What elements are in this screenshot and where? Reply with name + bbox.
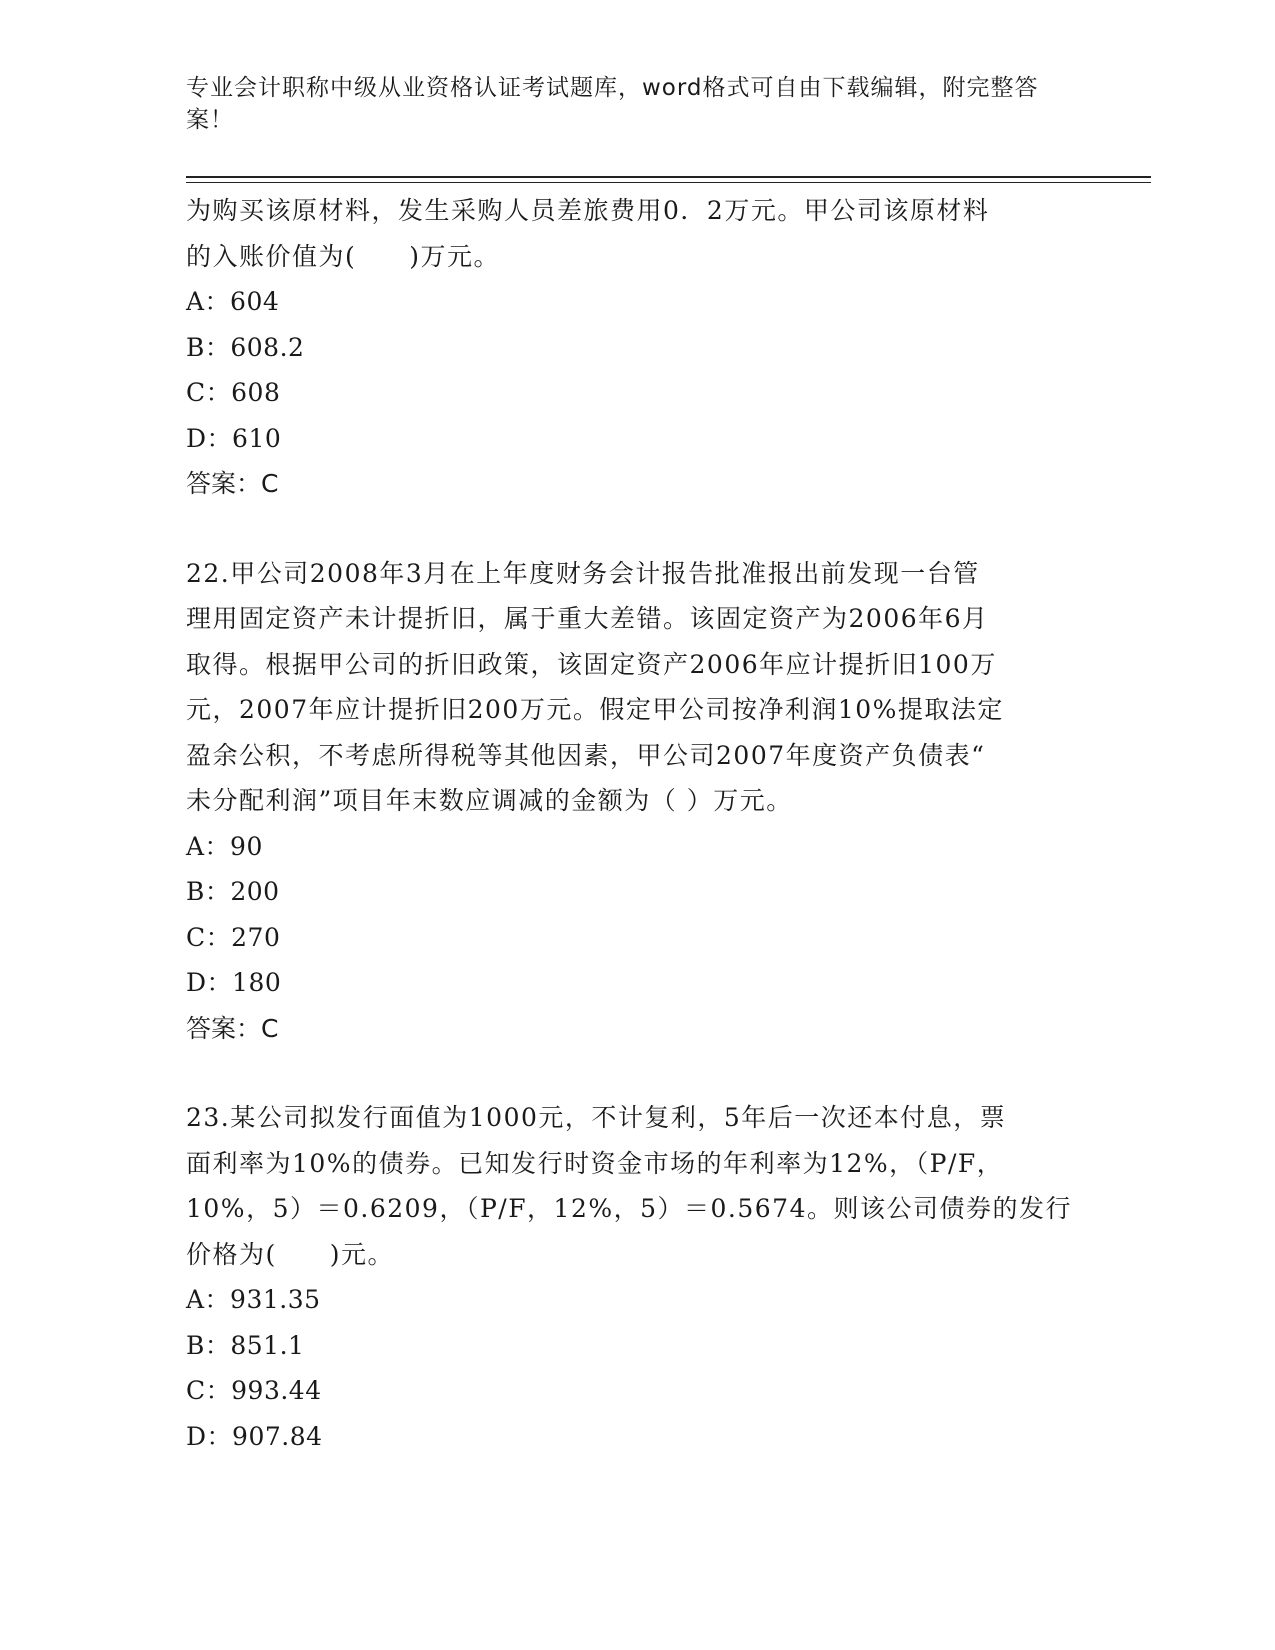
question-stem-line: 为购买该原材料，发生采购人员差旅费用0．2万元。甲公司该原材料	[186, 196, 990, 225]
question-21-continued	[186, 188, 1086, 507]
header-rule-thick	[186, 176, 1151, 178]
question-stem-line: 元，2007年应计提折旧200万元。假定甲公司按净利润10%提取法定	[186, 695, 1004, 724]
option-b: B：200	[186, 877, 280, 906]
question-23	[186, 1095, 1086, 1459]
option-b: B：608.2	[186, 332, 305, 362]
question-list	[186, 188, 1086, 1459]
question-stem-line: 22.甲公司2008年3月在上年度财务会计报告批准报出前发现一台管	[186, 558, 980, 588]
question-stem-line: 面利率为10%的债券。已知发行时资金市场的年利率为12%，（P/F，	[186, 1148, 1004, 1178]
question-stem-line: 价格为( )元。	[186, 1239, 395, 1269]
option-b: B：851.1	[186, 1330, 305, 1360]
answer-line: 答案：C	[186, 469, 279, 498]
option-a: A：931.35	[186, 1285, 321, 1314]
option-c: C：608	[186, 378, 281, 407]
question-stem-line: 未分配利润”项目年末数应调减的金额为（ ）万元。	[186, 786, 793, 815]
page-header	[186, 72, 1066, 136]
question-stem-line: 取得。根据甲公司的折旧政策，该固定资产2006年应计提折旧100万	[186, 649, 997, 679]
question-stem-line: 盈余公积，不考虑所得税等其他因素，甲公司2007年度资产负债表“	[186, 740, 986, 770]
option-d: D：907.84	[186, 1421, 323, 1451]
question-spacer	[186, 1051, 1086, 1095]
option-d: D：180	[186, 968, 282, 997]
header-title: 专业会计职称中级从业资格认证考试题库，word格式可自由下载编辑，附完整答案！	[186, 75, 1039, 133]
question-stem-line: 理用固定资产未计提折旧，属于重大差错。该固定资产为2006年6月	[186, 604, 989, 633]
option-c: C：993.44	[186, 1376, 322, 1405]
option-d: D：610	[186, 423, 282, 453]
question-stem-line: 10%，5）＝0.6209，（P/F，12%，5）＝0.5674。则该公司债券的发行	[186, 1194, 1072, 1223]
header-rule-thin	[186, 182, 1151, 183]
option-a: A：604	[186, 287, 280, 316]
question-stem-line: 的入账价值为( )万元。	[186, 241, 501, 271]
question-22	[186, 551, 1086, 1052]
option-a: A：90	[186, 831, 263, 861]
question-stem-line: 23.某公司拟发行面值为1000元，不计复利，5年后一次还本付息，票	[186, 1103, 1007, 1132]
option-c: C：270	[186, 922, 281, 952]
answer-line: 答案：C	[186, 1013, 279, 1043]
question-spacer	[186, 507, 1086, 551]
